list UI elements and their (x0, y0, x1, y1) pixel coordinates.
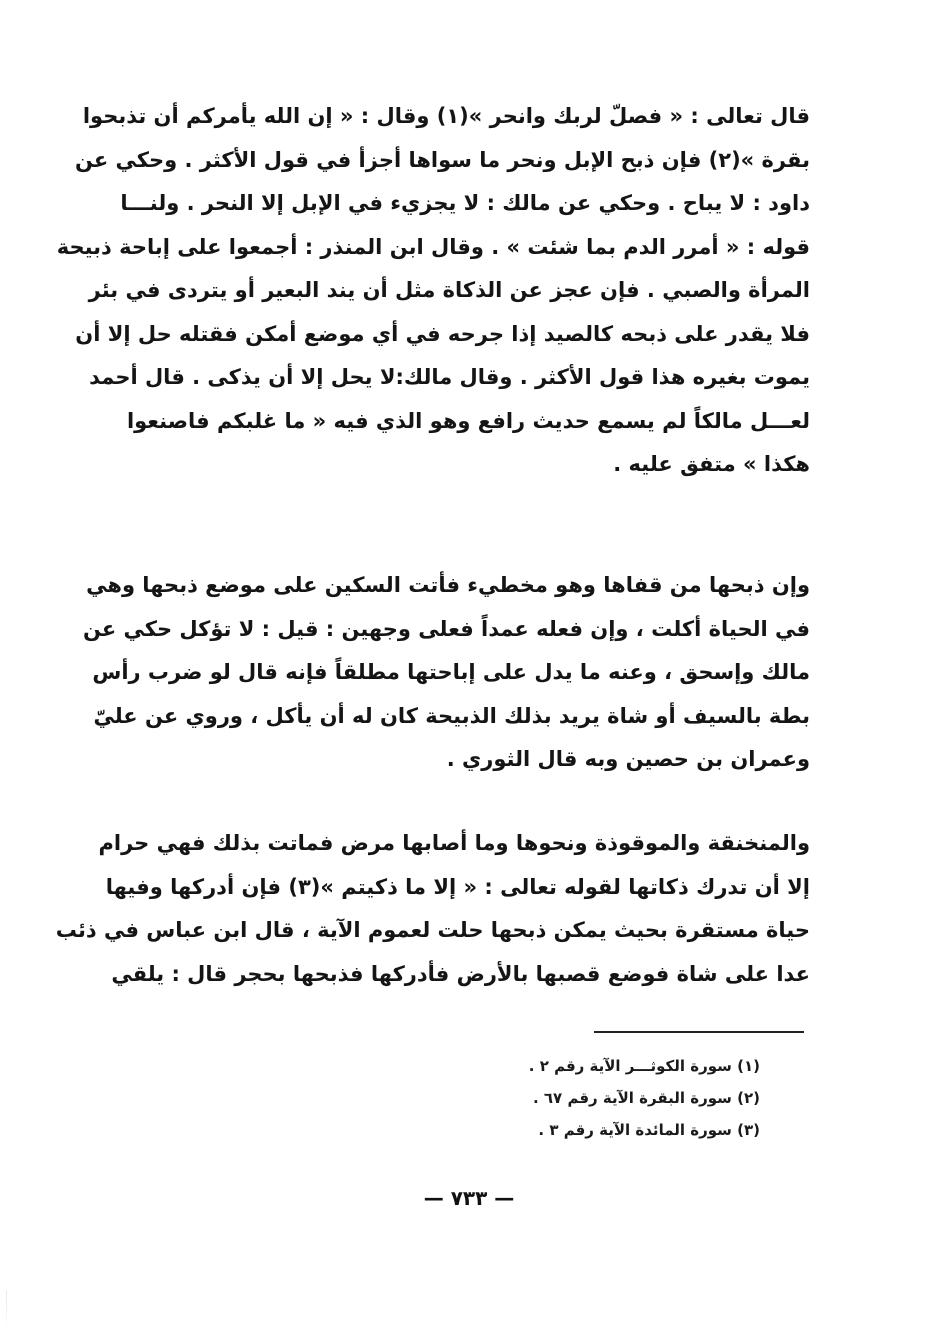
footnote-item: (٣) سورة المائدة الآية رقم ٣ . (538, 1121, 760, 1139)
paragraph-1 (56, 95, 810, 487)
paragraph-line: لعـــل مالكاً لم يسمع حديث رافع وهو الذي فيه « ما غلبكم فاصنعوا (126, 408, 810, 433)
paragraph-line: وعمران بن حصين وبه قال الثوري . (446, 747, 810, 771)
paragraph-line: قوله : « أمرر الدم بما شئت » . وقال ابن المنذر : أجمعوا على إباحة ذبيحة (56, 234, 810, 259)
paragraph-line: المرأة والصبي . فإن عجز عن الذكاة مثل أن يند البعير أو يتردى في بئر (88, 278, 810, 302)
paragraph-line: في الحياة أكلت ، وإن فعله عمداً فعلى وجهين : قيل : لا تؤكل حكي عن (82, 616, 810, 641)
paragraph-line: قال تعالى : « فصلّ لربك وانحر »(١) وقال : « إن الله يأمركم أن تذبحوا (82, 104, 810, 128)
footnote-item: (٢) سورة البقرة الآية رقم ٦٧ . (532, 1089, 760, 1107)
paragraph-line: والمنخنقة والموقوذة ونحوها وما أصابها مرض فماتت بذلك فهي حرام (98, 831, 810, 855)
scan-artifact (6, 1290, 7, 1330)
paragraph-line: داود : لا يباح . وحكي عن مالك : لا يجزيء في الإبل إلا النحر . ولنـــا (120, 191, 810, 215)
paragraph-line: إلا أن تدرك ذكاتها لقوله تعالى : « إلا ما ذكيتم »(٣) فإن أدركها وفيها (105, 874, 810, 899)
paragraph-line: وإن ذبحها من قفاها وهو مخطيء فأتت السكين على موضع ذبحها وهي (86, 573, 810, 597)
paragraph-line: يموت بغيره هذا قول الأكثر . وقال مالك:لا يحل إلا أن يذكى . قال أحمد (89, 365, 810, 389)
paragraph-3 (55, 822, 810, 996)
paragraph-line: هكذا » متفق عليه . (613, 452, 810, 476)
paragraph-line: فلا يقدر على ذبحه كالصيد إذا جرحه في أي موضع أمكن فقتله حل إلا أن (75, 321, 810, 346)
paragraph-line: عدا على شاة فوضع قصبها بالأرض فأدركها فذبحها بحجر قال : يلقي (111, 961, 810, 986)
footnote-divider (594, 1031, 804, 1033)
paragraph-2 (82, 564, 810, 782)
paragraph-line: بطة بالسيف أو شاة يريد بذلك الذبيحة كان له أن يأكل ، وروي عن عليّ (93, 703, 810, 728)
paragraph-line: مالك وإسحق ، وعنه ما يدل على إباحتها مطلقاً فإنه قال لو ضرب رأس (92, 660, 810, 684)
footnote-item: (١) سورة الكوثـــر الآية رقم ٢ . (528, 1057, 760, 1075)
paragraph-line: حياة مستقرة بحيث يمكن ذبحها حلت لعموم الآية ، قال ابن عباس في ذئب (55, 918, 810, 942)
paragraph-line: بقرة »(٢) فإن ذبح الإبل ونحر ما سواها أجزأ في قول الأكثر . وحكي عن (75, 147, 810, 172)
footnotes (420, 1050, 760, 1146)
page-number: — ٧٣٣ — (423, 1186, 515, 1210)
